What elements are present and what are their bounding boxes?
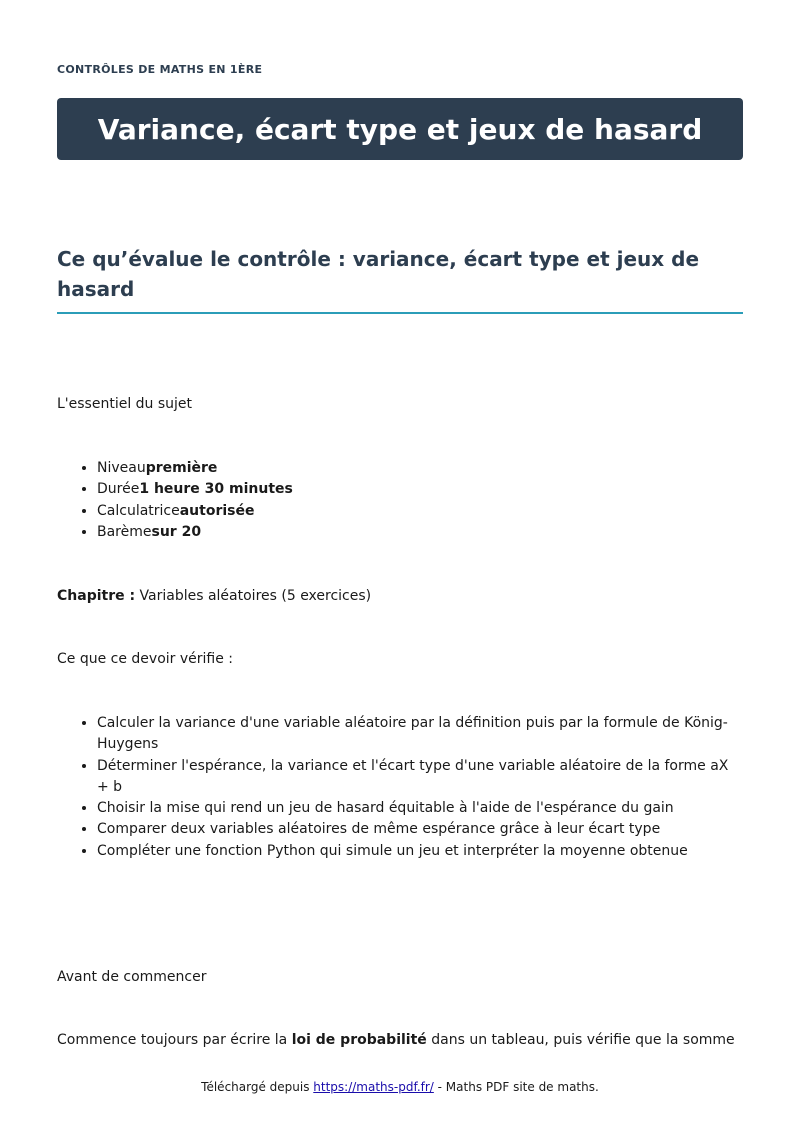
meta-key: Niveau [97, 460, 146, 476]
meta-value: 1 heure 30 minutes [139, 481, 293, 498]
footer [0, 1080, 800, 1094]
meta-key: Calculatrice [97, 502, 180, 519]
meta-list [57, 458, 743, 543]
avant-label: Avant de commencer [57, 969, 207, 985]
goals-list [57, 713, 743, 862]
chapitre-value: Variables aléatoires (5 exercices) [139, 588, 372, 604]
list-item: • Choisir la mise qui rend un jeu de hasard équitable à l'aide de l'espérance du gain [97, 798, 743, 819]
essentiel-label: L'essentiel du sujet [57, 396, 193, 412]
list-item: • Comparer deux variables aléatoires de même espérance grâce à leur écart type [97, 819, 743, 840]
meta-key: Barème [97, 523, 152, 540]
footer-suffix: - Maths PDF site de maths. [433, 1080, 599, 1094]
avant-text-start: Commence toujours par écrire la [57, 1032, 292, 1048]
meta-value: première [145, 460, 218, 476]
section-heading: Ce qu’évalue le contrôle : variance, écart type et jeux de hasard [57, 244, 743, 314]
list-item [97, 479, 743, 500]
list-item [97, 458, 743, 479]
list-item: • Compléter une fonction Python qui simule un jeu et interpréter la moyenne obtenue [97, 841, 743, 862]
list-item [97, 501, 743, 522]
list-item: • Calculer la variance d'une variable aléatoire par la définition puis par la formule de König-Huygens [97, 713, 743, 756]
avant-text-bold: loi de probabilité [291, 1032, 427, 1048]
meta-value: autorisée [179, 502, 255, 519]
chapitre-label: Chapitre : [57, 588, 136, 604]
list-item [97, 522, 743, 543]
chapitre-line [57, 586, 371, 607]
avant-text [57, 1030, 735, 1051]
footer-link[interactable]: https://maths-pdf.fr/ [313, 1080, 434, 1094]
meta-key: Durée [97, 481, 140, 498]
title-banner [57, 98, 743, 160]
list-item: • Déterminer l'espérance, la variance et l'écart type d'une variable aléatoire de la forme aX + b [97, 756, 743, 799]
verifie-label: Ce que ce devoir vérifie : [57, 651, 234, 667]
avant-text-end: dans un tableau, puis vérifie que la somme [426, 1032, 735, 1048]
page-title: Variance, écart type et jeux de hasard [97, 112, 703, 146]
meta-value: sur 20 [151, 523, 202, 540]
footer-prefix: Téléchargé depuis [201, 1080, 314, 1094]
kicker: CONTRÔLES DE MATHS EN 1ÈRE [57, 63, 263, 76]
